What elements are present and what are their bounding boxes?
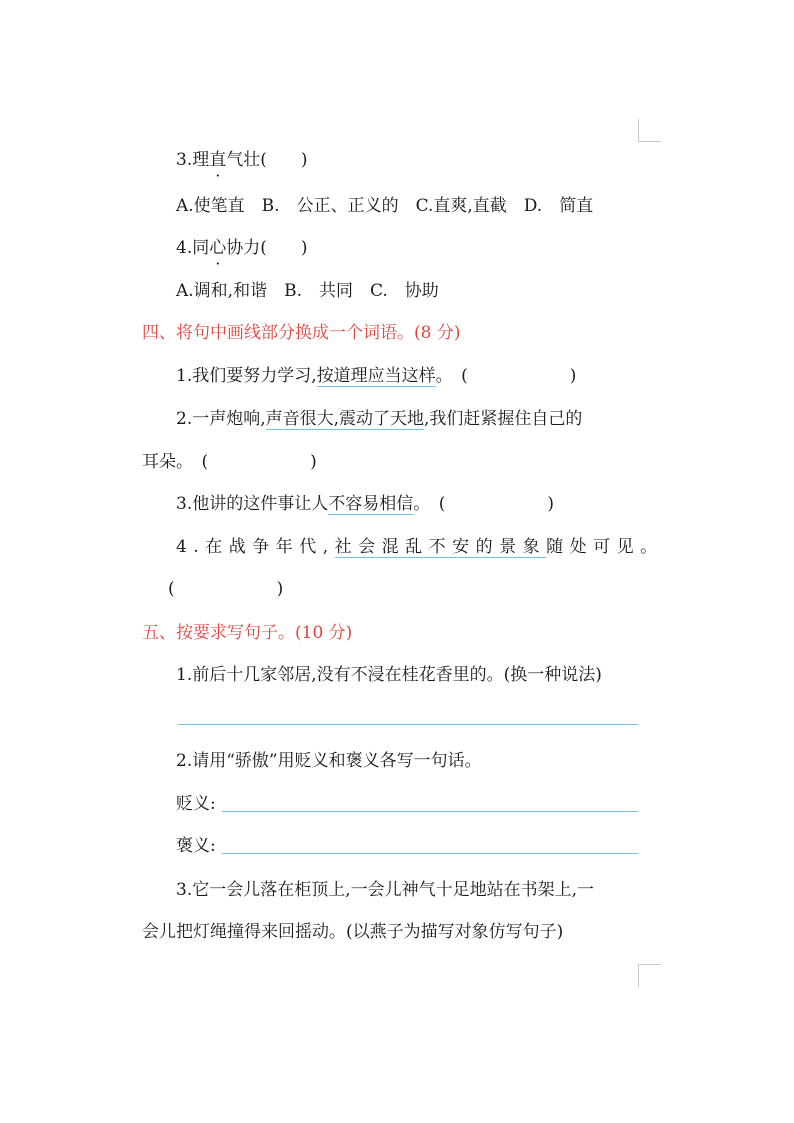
part4-question-3 [176, 492, 554, 516]
part5-question-1: 1.前后十几家邻居,没有不浸在桂花香里的。(换一种说法) [176, 665, 602, 685]
q4-text-post: 协力( ) [226, 238, 308, 258]
p4q2-underlined-phrase: 声音很大,震动了天地 [265, 409, 425, 429]
q3-text-pre: 3.理 [176, 150, 210, 170]
bao-label: 褒义: [176, 836, 216, 856]
answer-line-bao[interactable] [222, 853, 638, 854]
q3-options: A.使笔直 B. 公正、正义的 C.直爽,直截 D. 简直 [176, 196, 594, 216]
part4-question-4 [176, 535, 664, 559]
answer-line-bian[interactable] [222, 811, 638, 812]
part4-question-2 [176, 407, 582, 431]
bian-label: 贬义: [176, 794, 216, 814]
p4q4-pre: 4.在战争年代, [176, 537, 335, 557]
part5-question-2: 2.请用“骄傲”用贬义和褒义各写一句话。 [176, 751, 482, 771]
p4q3-underlined-phrase: 不容易相信 [328, 494, 414, 514]
q3-text-post: 气壮( ) [226, 150, 308, 170]
answer-line-q1[interactable] [178, 724, 638, 725]
question-3-line [176, 148, 308, 172]
page-corner-mark-top [638, 119, 661, 142]
q4-options: A.调和,和谐 B. 共同 C. 协助 [176, 281, 439, 301]
part5-question-3-cont: 会儿把灯绳撞得来回摇动。(以燕子为描写对象仿写句子) [142, 922, 564, 942]
q3-dotted-char: 直 [209, 150, 227, 170]
q4-text-pre: 4.同 [176, 238, 210, 258]
section-5-heading: 五、按要求写句子。(10 分) [142, 623, 353, 643]
p4q2-pre: 2.一声炮响, [176, 409, 266, 429]
part4-question-1 [176, 364, 576, 388]
p4q4-post: 随处可见。 [546, 537, 664, 557]
p4q1-pre: 1.我们要努力学习, [176, 366, 317, 386]
q4-dotted-char: 心 [209, 238, 227, 258]
part5-question-3: 3.它一会儿落在柜顶上,一会儿神气十足地站在书架上,一 [176, 880, 595, 900]
p4q1-underlined-phrase: 按道理应当这样 [316, 366, 436, 386]
p4q4-underlined-phrase: 社会混乱不安的景象 [334, 537, 547, 557]
question-4-line [176, 236, 308, 260]
p4q3-pre: 3.他讲的这件事让人 [176, 494, 329, 514]
page-corner-mark-bottom [638, 964, 661, 987]
part4-question-2-cont: 耳朵。 ( ) [142, 452, 317, 472]
p4q3-post: 。 ( ) [413, 494, 554, 514]
p4q2-post: ,我们赶紧握住自己的 [424, 409, 583, 429]
part4-question-4-answer: ( ) [168, 579, 284, 599]
p4q1-post: 。 ( ) [435, 366, 577, 386]
section-4-heading: 四、将句中画线部分换成一个词语。(8 分) [142, 323, 461, 343]
